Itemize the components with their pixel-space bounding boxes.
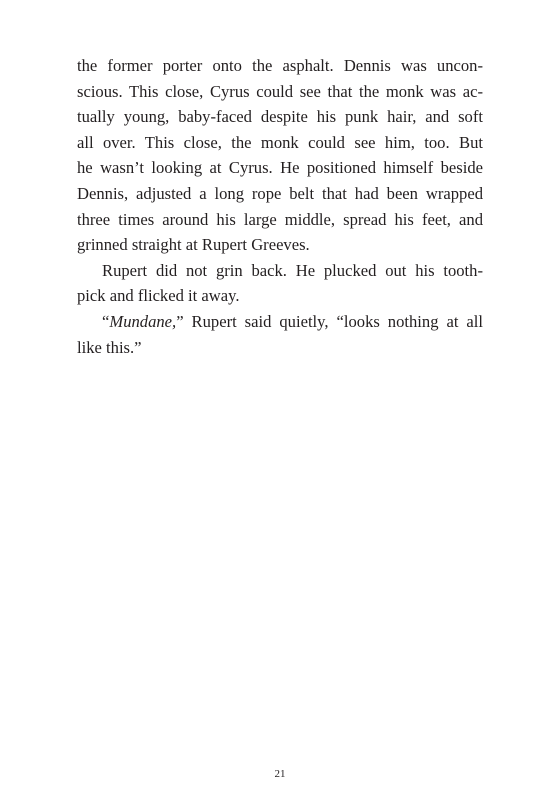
text-line: three times around his large middle, spread his feet, and (77, 209, 483, 229)
text-line-rest: ” Rupert said quietly, “looks nothing at all (176, 311, 483, 331)
page-number: 21 (274, 768, 286, 780)
text-line: Rupert did not grin back. He plucked out his tooth- (102, 260, 483, 280)
text-line: scious. This close, Cyrus could see that the monk was ac- (77, 81, 483, 101)
text-line (77, 309, 483, 335)
open-quote: “ (102, 311, 110, 331)
text-line: he wasn’t looking at Cyrus. He positioned himself beside (77, 158, 483, 178)
emphasized-word: Mundane, (109, 311, 177, 331)
paragraph-3 (77, 309, 483, 360)
body-text (77, 53, 483, 360)
text-line: all over. This close, the monk could see him, too. But (77, 132, 483, 152)
text-line: tually young, baby-faced despite his punk hair, and soft (77, 107, 483, 127)
text-line: Dennis, adjusted a long rope belt that had been wrapped (77, 183, 483, 203)
text-line: the former porter onto the asphalt. Dennis was uncon- (77, 56, 483, 75)
paragraph-1 (77, 53, 483, 258)
text-line: like this.” (77, 337, 142, 357)
paragraph-2 (77, 258, 483, 309)
text-line: grinned straight at Rupert Greeves. (77, 235, 310, 255)
text-line: pick and flicked it away. (77, 286, 240, 306)
